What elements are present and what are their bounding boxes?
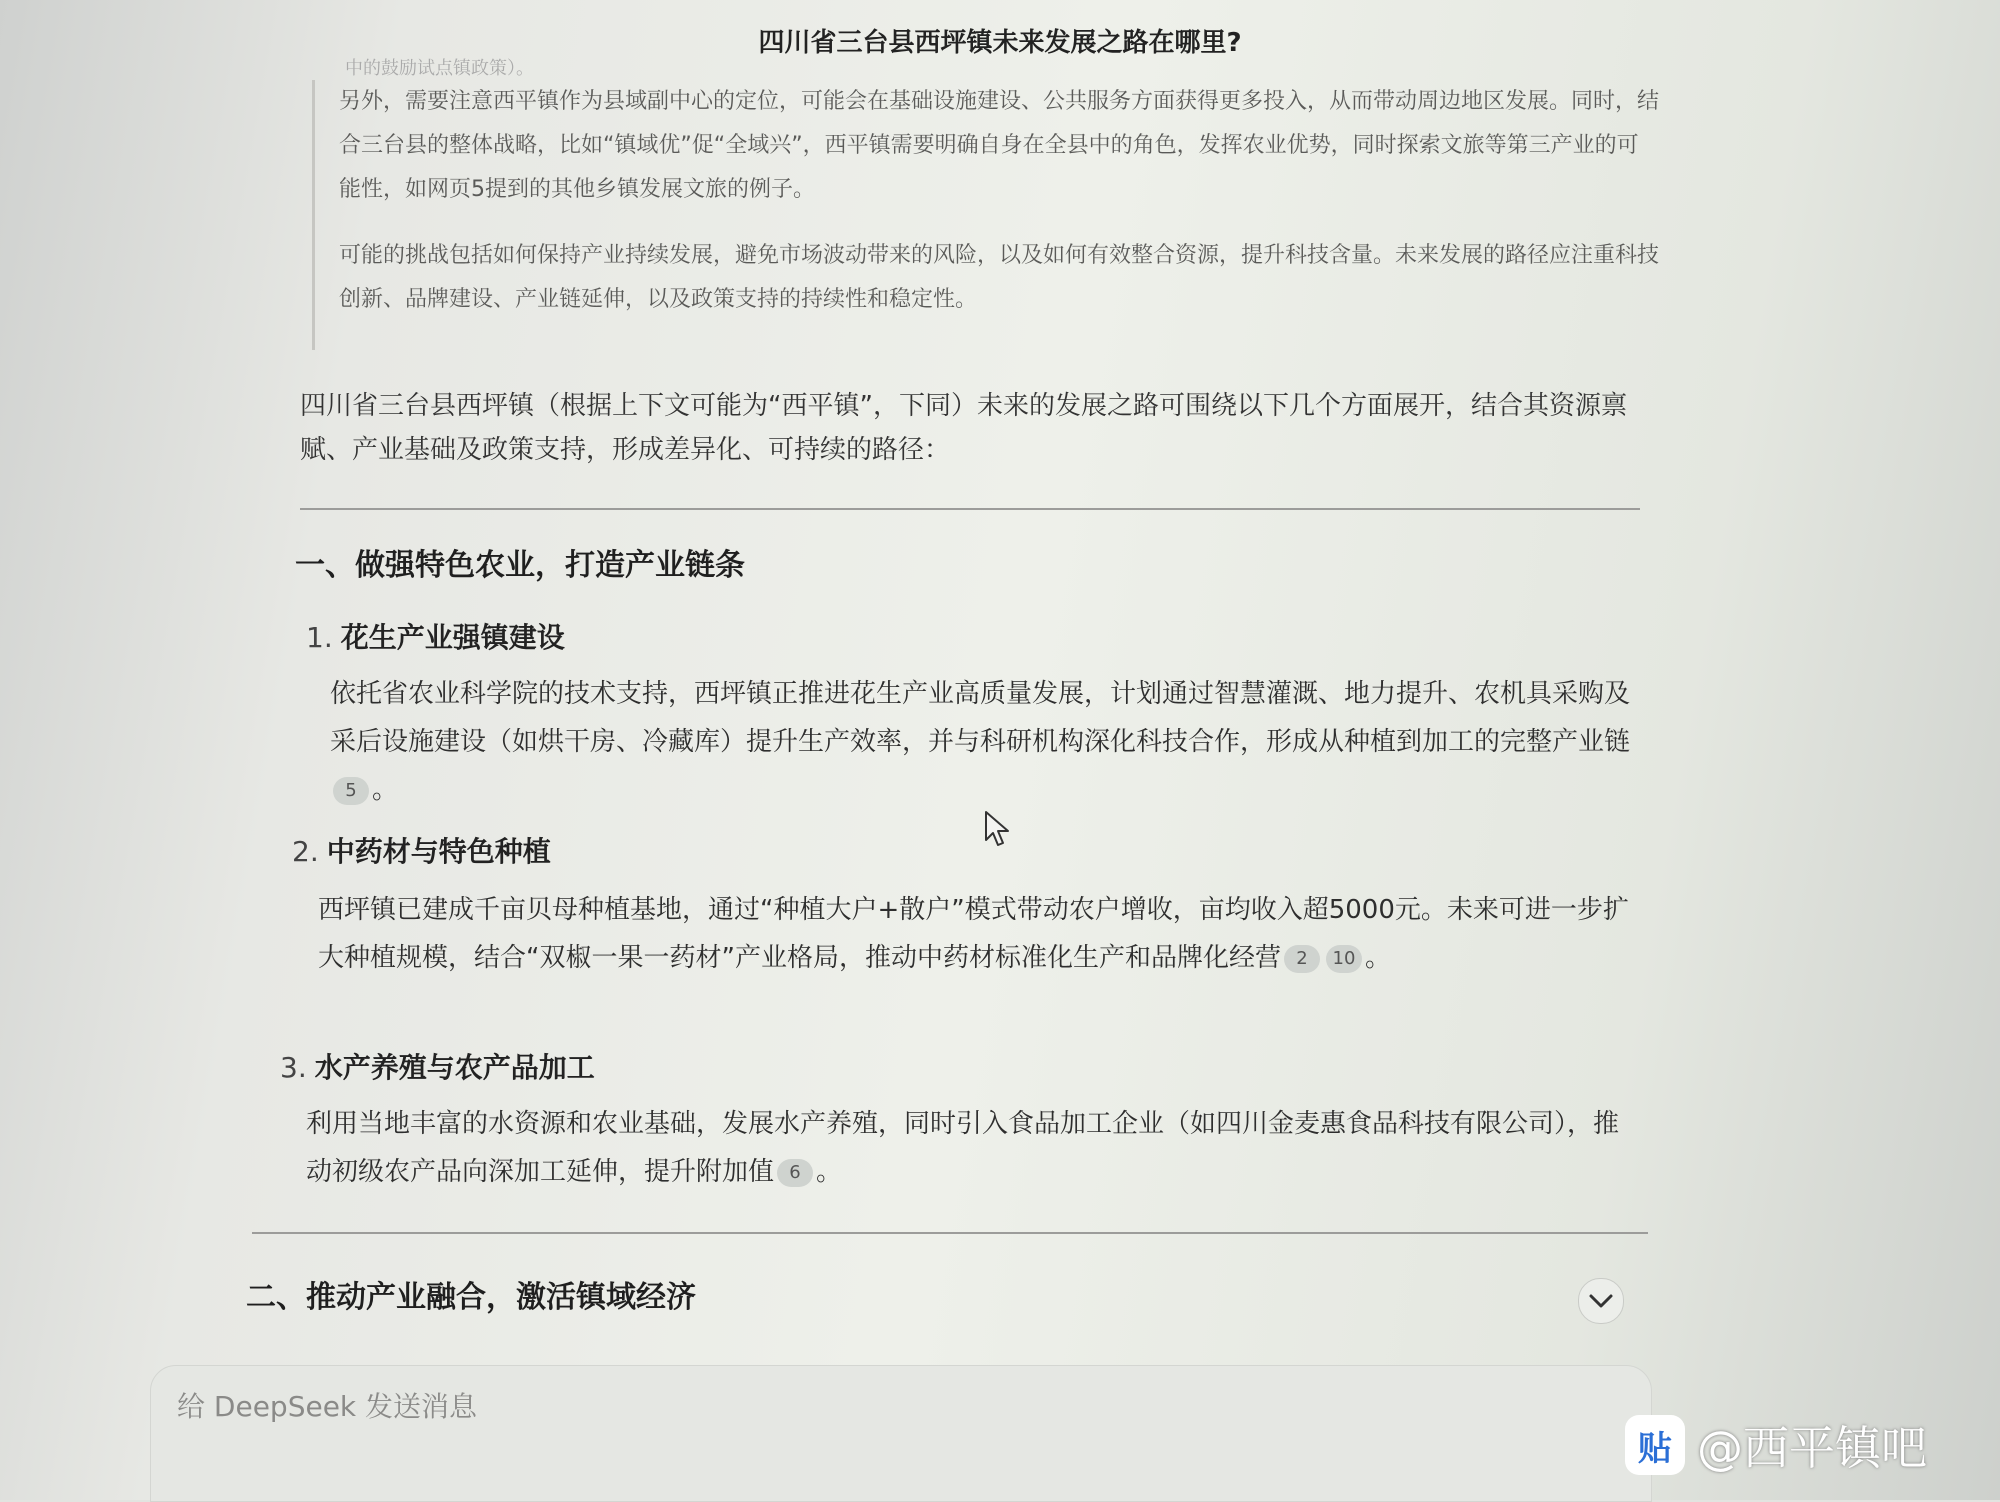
list-item-body [330, 670, 1640, 814]
list-item-number: 1. [306, 621, 333, 654]
citation-badge[interactable]: 10 [1326, 945, 1362, 973]
list-item-heading [280, 1046, 595, 1086]
divider [300, 508, 1640, 510]
list-item-end: 。 [372, 775, 399, 805]
list-item-title: 花生产业强镇建设 [340, 621, 565, 654]
thinking-cut-line: 中的鼓励试点镇政策）。 [345, 58, 534, 79]
list-item-end: 。 [816, 1157, 843, 1187]
list-item-title: 水产养殖与农产品加工 [314, 1051, 595, 1084]
list-item-body [306, 1100, 1640, 1196]
thinking-paragraph: 可能的挑战包括如何保持产业持续发展，避免市场波动带来的风险，以及如何有效整合资源，提升科技含量。未来发展的路径应注重科技创新、品牌建设、产业链延伸，以及政策支持的持续性和稳定性。 [339, 243, 1660, 312]
list-item-number: 3. [280, 1051, 307, 1084]
list-item-heading [292, 830, 551, 870]
message-input[interactable] [175, 1385, 879, 1427]
citation-badge[interactable]: 5 [333, 777, 369, 805]
list-item-heading [306, 616, 565, 656]
scroll-down-button[interactable] [1578, 1278, 1624, 1324]
section-heading: 二、推动产业融合，激活镇域经济 [246, 1280, 696, 1315]
watermark [1625, 1412, 1927, 1478]
conversation-title: 四川省三台县西坪镇未来发展之路在哪里? [758, 28, 1242, 58]
citation-badge[interactable]: 6 [777, 1159, 813, 1187]
tieba-logo-icon: 贴 [1625, 1415, 1685, 1475]
list-item-title: 中药材与特色种植 [326, 835, 551, 868]
thinking-paragraph: 另外，需要注意西平镇作为县域副中心的定位，可能会在基础设施建设、公共服务方面获得更多投入，从而带动周边地区发展。同时，结合三台县的整体战略，比如“镇域优”促“全域兴”，西平镇需要明确自身在全县中的角色，发挥农业优势，同时探索文旅等第三产业的可能性，如网页5提到的其他乡镇发展文旅的例子。 [339, 89, 1660, 202]
list-item-text: 利用当地丰富的水资源和农业基础，发展水产养殖，同时引入食品加工企业（如四川金麦惠食品科技有限公司），推动初级农产品向深加工延伸，提升附加值 [306, 1109, 1620, 1187]
list-item-text: 西坪镇已建成千亩贝母种植基地，通过“种植大户+散户”模式带动农户增收，亩均收入超5000元。未来可进一步扩大种植规模，结合“双椒一果一药材”产业格局，推动中药材标准化生产和品牌化经营 [318, 895, 1629, 973]
divider [252, 1232, 1648, 1234]
mouse-cursor-icon [984, 810, 1010, 848]
list-item-number: 2. [292, 835, 319, 868]
list-item-text: 依托省农业科学院的技术支持，西坪镇正推进花生产业高质量发展，计划通过智慧灌溉、地力提升、农机具采购及采后设施建设（如烘干房、冷藏库）提升生产效率，并与科研机构深化科技合作，形成从种植到加工的完整产业链 [330, 679, 1631, 757]
section-heading: 一、做强特色农业，打造产业链条 [295, 548, 745, 583]
answer-intro: 四川省三台县西坪镇（根据上下文可能为“西平镇”，下同）未来的发展之路可围绕以下几个方面展开，结合其资源禀赋、产业基础及政策支持，形成差异化、可持续的路径： [300, 391, 1627, 465]
chevron-down-icon [1588, 1293, 1614, 1309]
list-item-end: 。 [1364, 943, 1391, 973]
thinking-block [312, 80, 1659, 350]
watermark-text: @西平镇吧 [1697, 1421, 1927, 1475]
list-item-body [318, 886, 1640, 982]
citation-badge[interactable]: 2 [1284, 945, 1320, 973]
